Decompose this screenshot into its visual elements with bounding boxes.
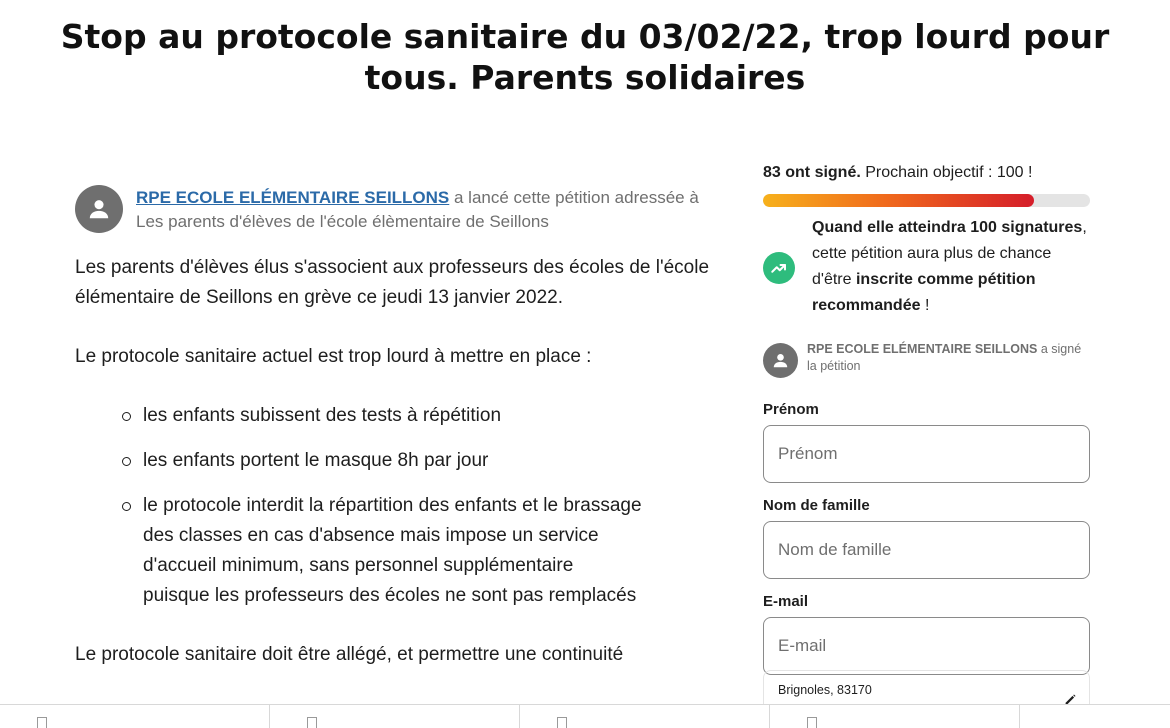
body-paragraph-2: Le protocole sanitaire actuel est trop lourd à mettre en place : — [75, 346, 592, 367]
rec-text-1: , cette pétition aura plus de chance d'être — [812, 219, 1087, 288]
document-icon — [807, 717, 817, 728]
email-field[interactable] — [763, 617, 1090, 675]
rec-bold-1: Quand elle atteindra 100 signatures — [812, 219, 1083, 236]
progress-bar — [763, 194, 1090, 207]
last-name-field[interactable] — [763, 521, 1090, 579]
avatar-icon — [763, 343, 798, 378]
bullet-circle-icon — [122, 412, 131, 421]
sign-panel — [763, 160, 1090, 675]
bullet-circle-icon — [122, 457, 131, 466]
progress-bar-fill — [763, 194, 1034, 207]
email-label: E-mail — [763, 593, 809, 610]
bullet-circle-icon — [122, 502, 131, 511]
bullet-item: les enfants portent le masque 8h par jour — [122, 446, 642, 476]
starter-action-text: a lancé cette pétition adressée à Les parents d'élèves de l'école élèmentaire de Seillons — [136, 188, 699, 231]
bottom-bar-item[interactable] — [0, 705, 270, 728]
petition-body — [75, 253, 715, 699]
user-icon — [75, 185, 123, 233]
progress-summary — [763, 160, 1090, 186]
first-name-label: Prénom — [763, 401, 819, 418]
recent-signer — [763, 341, 1090, 378]
bullet-item: le protocole interdit la répartition des enfants et le brassage des classes en cas d'absence mais impose un service d'accueil minimum, sans personnel supplémentaire puisque les professeurs des écoles ne sont pas remplacés — [122, 491, 642, 611]
signer-action: a signé la pétition — [807, 342, 1082, 373]
rec-bold-2: inscrite comme pétition recommandée — [812, 271, 1036, 314]
petition-title: Stop au protocole sanitaire du 03/02/22, trop lourd pour tous. Parents solidaires — [60, 17, 1110, 97]
signer-name: RPE ECOLE ELÉMENTAIRE SEILLONS — [807, 342, 1038, 356]
bullet-item: les enfants subissent des tests à répétition — [122, 401, 642, 431]
petition-starter — [75, 185, 715, 234]
goal-text: Prochain objectif : 100 ! — [860, 164, 1033, 181]
location-text: Brignoles, 83170 — [778, 683, 872, 697]
recommendation-note — [763, 215, 1090, 319]
body-bullet-list — [122, 401, 715, 611]
bottom-bar — [0, 704, 1170, 728]
first-name-field[interactable] — [763, 425, 1090, 483]
starter-name-link[interactable]: RPE ECOLE ELÉMENTAIRE SEILLONS — [136, 188, 450, 207]
trending-up-icon — [763, 252, 795, 284]
bottom-bar-item[interactable] — [270, 705, 520, 728]
last-name-label: Nom de famille — [763, 497, 870, 514]
body-paragraph-1: Les parents d'élèves élus s'associent aux professeurs des écoles de l'école élémentaire de Seillons en grève ce jeudi 13 janvier 2022. — [75, 257, 710, 308]
body-paragraph-3: Le protocole sanitaire doit être allégé, et permettre une continuité — [75, 644, 624, 665]
rec-text-2: ! — [920, 297, 930, 314]
bottom-bar-item[interactable] — [770, 705, 1020, 728]
document-icon — [37, 717, 47, 728]
signed-count: 83 ont signé. — [763, 164, 861, 181]
document-icon — [307, 717, 317, 728]
bottom-bar-item[interactable] — [520, 705, 770, 728]
document-icon — [557, 717, 567, 728]
